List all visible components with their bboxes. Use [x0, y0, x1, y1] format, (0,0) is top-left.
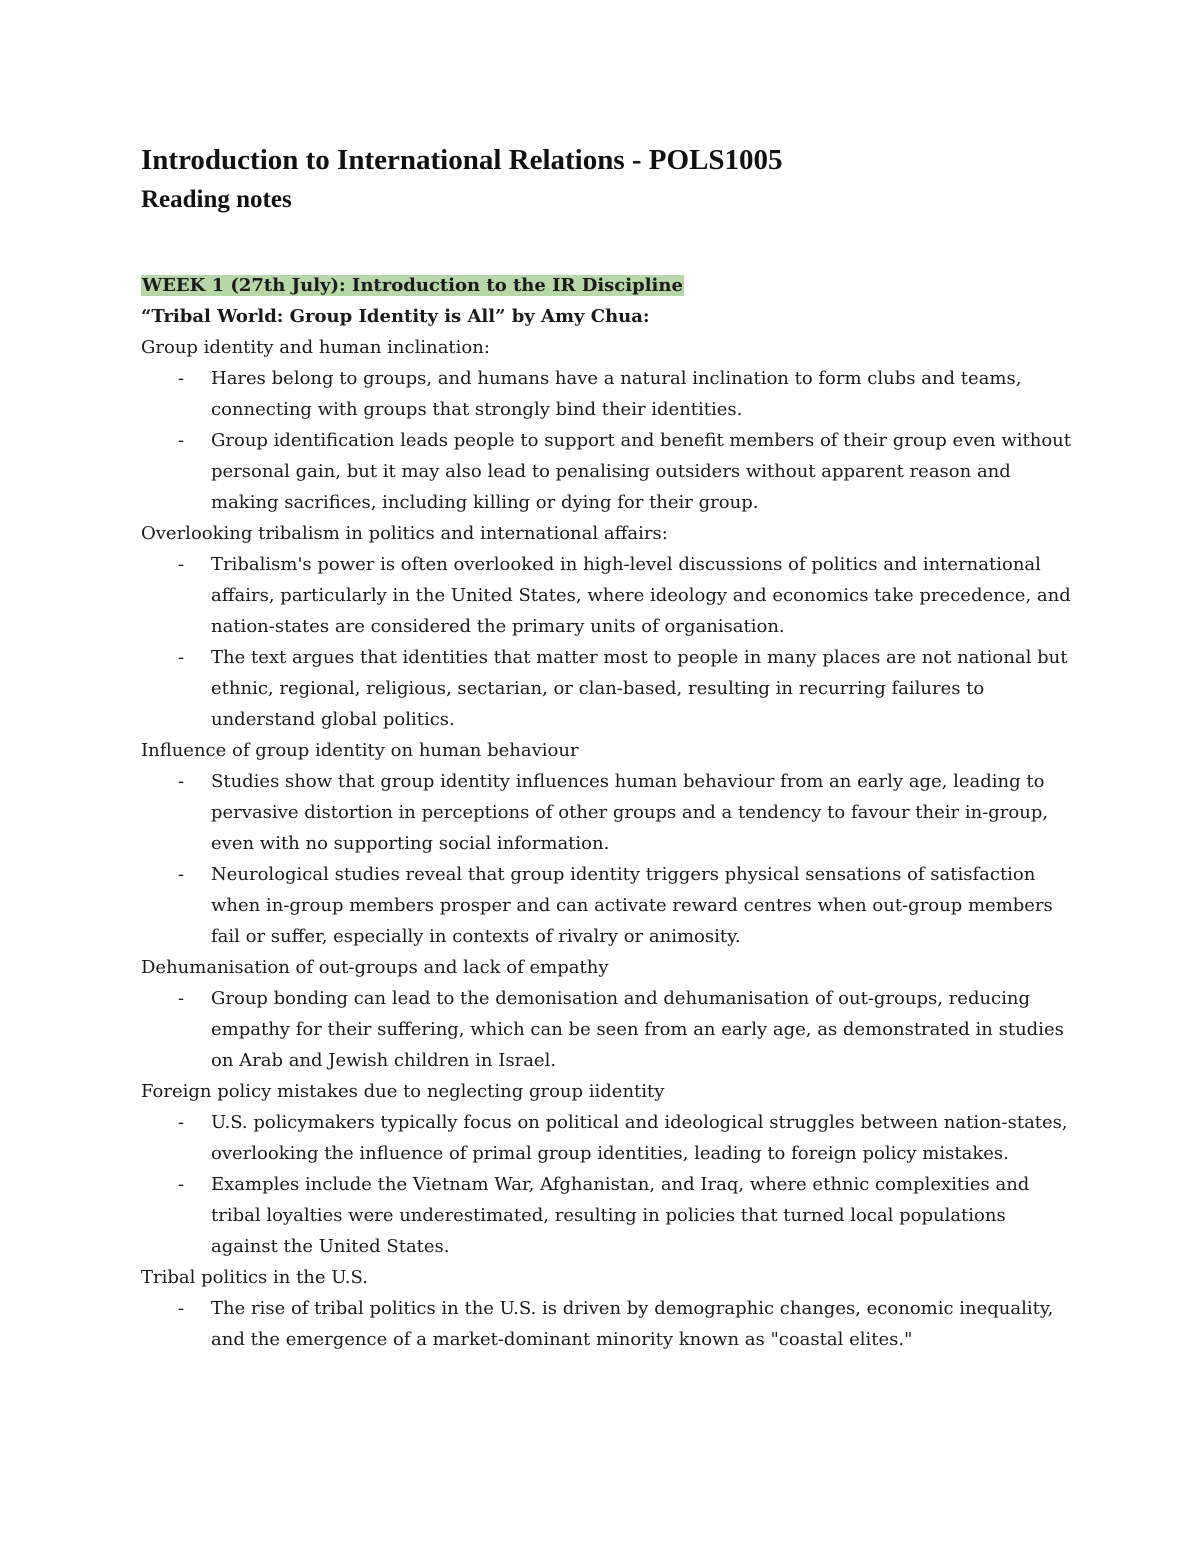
- bullet-item: [178, 1107, 1071, 1169]
- bullet-item: [178, 859, 1071, 952]
- section-heading: Group identity and human inclination:: [141, 337, 490, 358]
- section-heading: Dehumanisation of out-groups and lack of empathy: [141, 957, 609, 978]
- section-heading: Overlooking tribalism in politics and international affairs:: [141, 523, 668, 544]
- dash-bullet-icon: -: [178, 554, 185, 575]
- bullet-text: U.S. policymakers typically focus on political and ideological struggles between nation-states, overlooking the influence of primal group identities, leading to foreign policy mistakes.: [211, 1112, 1068, 1164]
- bullet-item: [178, 1293, 1071, 1355]
- bullet-text: Tribalism's power is often overlooked in high-level discussions of politics and international affairs, particularly in the United States, where ideology and economics take precedence, and nation-states are considered the primary units of organisation.: [211, 554, 1071, 637]
- section-heading: Foreign policy mistakes due to neglecting group iidentity: [141, 1081, 665, 1102]
- dash-bullet-icon: -: [178, 771, 185, 792]
- document-page: [141, 140, 1071, 1355]
- bullet-text: Group identification leads people to support and benefit members of their group even without personal gain, but it may also lead to penalising outsiders without apparent reason and making sacrifices, including killing or dying for their group.: [211, 430, 1071, 513]
- dash-bullet-icon: -: [178, 988, 185, 1009]
- dash-bullet-icon: -: [178, 368, 185, 389]
- section-heading: Tribal politics in the U.S.: [141, 1267, 368, 1288]
- week-heading-highlight: WEEK 1 (27th July): Introduction to the IR Discipline: [142, 275, 683, 296]
- dash-bullet-icon: -: [178, 864, 185, 885]
- week-heading: [141, 270, 1071, 301]
- dash-bullet-icon: -: [178, 647, 185, 668]
- bullet-list: [141, 1293, 1071, 1355]
- bullet-text: Group bonding can lead to the demonisation and dehumanisation of out-groups, reducing empathy for their suffering, which can be seen from an early age, as demonstrated in studies on Arab and Jewish children in Israel.: [211, 988, 1064, 1071]
- dash-bullet-icon: -: [178, 1174, 185, 1195]
- notes-sections: [141, 332, 1071, 1355]
- dash-bullet-icon: -: [178, 1298, 185, 1319]
- reading-title: “Tribal World: Group Identity is All” by Amy Chua:: [141, 306, 650, 327]
- bullet-text: The rise of tribal politics in the U.S. is driven by demographic changes, economic inequality, and the emergence of a market-dominant minority known as "coastal elites.": [211, 1298, 1054, 1350]
- bullet-item: [178, 1169, 1071, 1262]
- section-heading: Influence of group identity on human behaviour: [141, 740, 579, 761]
- bullet-text: Neurological studies reveal that group identity triggers physical sensations of satisfaction when in-group members prosper and can activate reward centres when out-group members fail or suffer, especially in contexts of rivalry or animosity.: [211, 864, 1053, 947]
- bullet-text: The text argues that identities that matter most to people in many places are not national but ethnic, regional, religious, sectarian, or clan-based, resulting in recurring failures to understand global politics.: [211, 647, 1068, 730]
- bullet-text: Studies show that group identity influences human behaviour from an early age, leading to pervasive distortion in perceptions of other groups and a tendency to favour their in-group, even with no supporting social information.: [211, 771, 1049, 854]
- bullet-item: [178, 363, 1071, 425]
- bullet-item: [178, 983, 1071, 1076]
- bullet-text: Hares belong to groups, and humans have a natural inclination to form clubs and teams, connecting with groups that strongly bind their identities.: [211, 368, 1022, 420]
- bullet-list: [141, 1107, 1071, 1262]
- bullet-text: Examples include the Vietnam War, Afghanistan, and Iraq, where ethnic complexities and tribal loyalties were underestimated, resulting in policies that turned local populations against the United States.: [211, 1174, 1030, 1257]
- bullet-list: [141, 766, 1071, 952]
- bullet-list: [141, 363, 1071, 518]
- bullet-list: [141, 549, 1071, 735]
- document-title: Introduction to International Relations - POLS1005: [141, 144, 783, 176]
- dash-bullet-icon: -: [178, 430, 185, 451]
- bullet-item: [178, 642, 1071, 735]
- bullet-item: [178, 766, 1071, 859]
- bullet-list: [141, 983, 1071, 1076]
- bullet-item: [178, 549, 1071, 642]
- dash-bullet-icon: -: [178, 1112, 185, 1133]
- document-subtitle: Reading notes: [141, 186, 292, 213]
- bullet-item: [178, 425, 1071, 518]
